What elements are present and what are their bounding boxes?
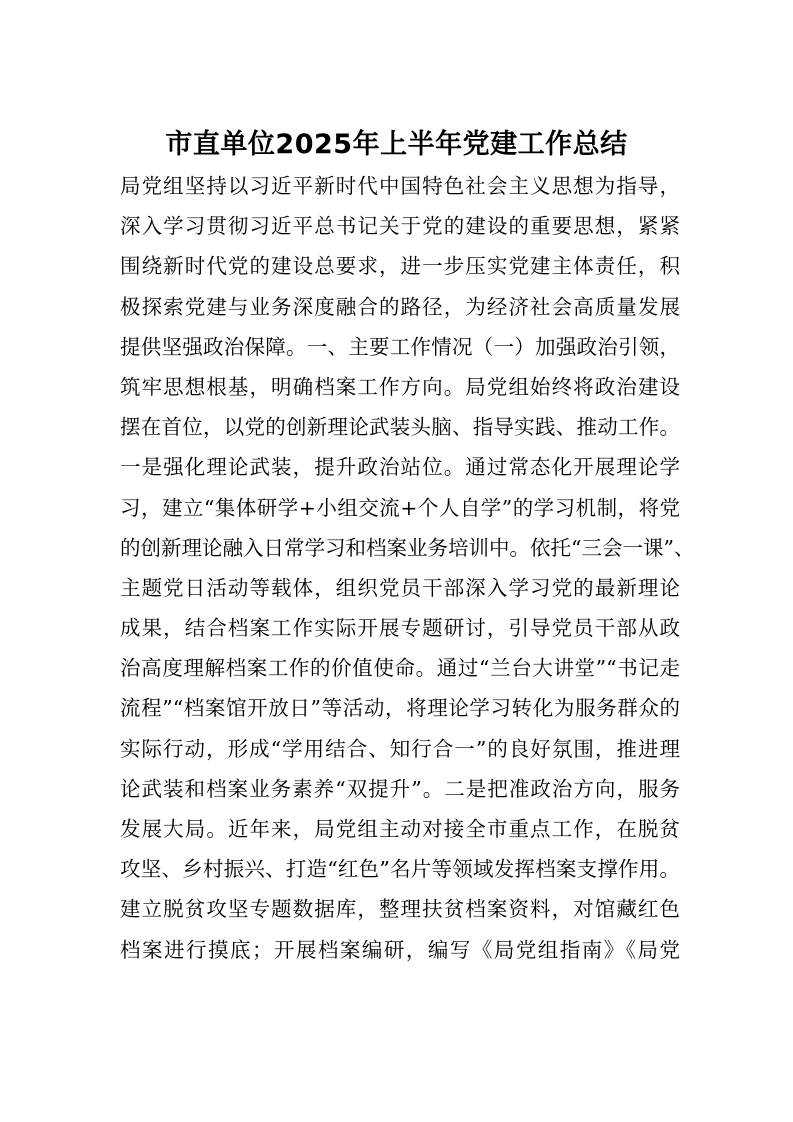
body-line: 极探索党建与业务深度融合的路径，为经济社会高质量发展 <box>120 294 680 319</box>
body-line: 提供坚强政治保障。一、主要工作情况（一）加强政治引领， <box>120 334 680 359</box>
body-line: 攻坚、乡村振兴、打造“红色”名片等领域发挥档案支撑作用。 <box>120 857 680 882</box>
body-line: 筑牢思想根基，明确档案工作方向。局党组始终将政治建设 <box>120 374 680 399</box>
body-line: 发展大局。近年来，局党组主动对接全市重点工作，在脱贫 <box>120 817 680 841</box>
body-line: 建立脱贫攻坚专题数据库，整理扶贫档案资料，对馆藏红色 <box>120 897 680 922</box>
body-line: 的创新理论融入日常学习和档案业务培训中。依托“三会一课”、 <box>120 535 695 560</box>
body-line: 主题党日活动等载体，组织党员干部深入学习党的最新理论 <box>120 575 680 600</box>
body-line: 局党组坚持以习近平新时代中国特色社会主义思想为指导， <box>120 174 680 198</box>
body-line: 治高度理解档案工作的价值使命。通过“兰台大讲堂”“书记走 <box>120 656 680 681</box>
body-line: 成果，结合档案工作实际开展专题研讨，引导党员干部从政 <box>120 616 680 641</box>
body-line: 流程”“档案馆开放日”等活动，将理论学习转化为服务群众的 <box>120 696 680 721</box>
document-title: 市直单位2025年上半年党建工作总结 <box>165 129 628 160</box>
body-line: 论武装和档案业务素养“双提升”。二是把准政治方向，服务 <box>120 776 680 801</box>
body-line: 深入学习贯彻习近平总书记关于党的建设的重要思想，紧紧 <box>120 214 680 239</box>
document-body <box>120 166 695 970</box>
body-line: 实际行动，形成“学用结合、知行合一”的良好氛围，推进理 <box>120 736 680 761</box>
body-line: 一是强化理论武装，提升政治站位。通过常态化开展理论学 <box>120 455 680 480</box>
body-line: 围绕新时代党的建设总要求，进一步压实党建主体责任，积 <box>120 254 680 279</box>
body-line: 档案进行摸底；开展档案编研，编写《局党组指南》《局党 <box>120 937 680 962</box>
body-line: 习，建立“集体研学+小组交流+个人自学”的学习机制，将党 <box>120 495 680 520</box>
body-line: 摆在首位，以党的创新理论武装头脑、指导实践、推动工作。 <box>120 415 680 440</box>
